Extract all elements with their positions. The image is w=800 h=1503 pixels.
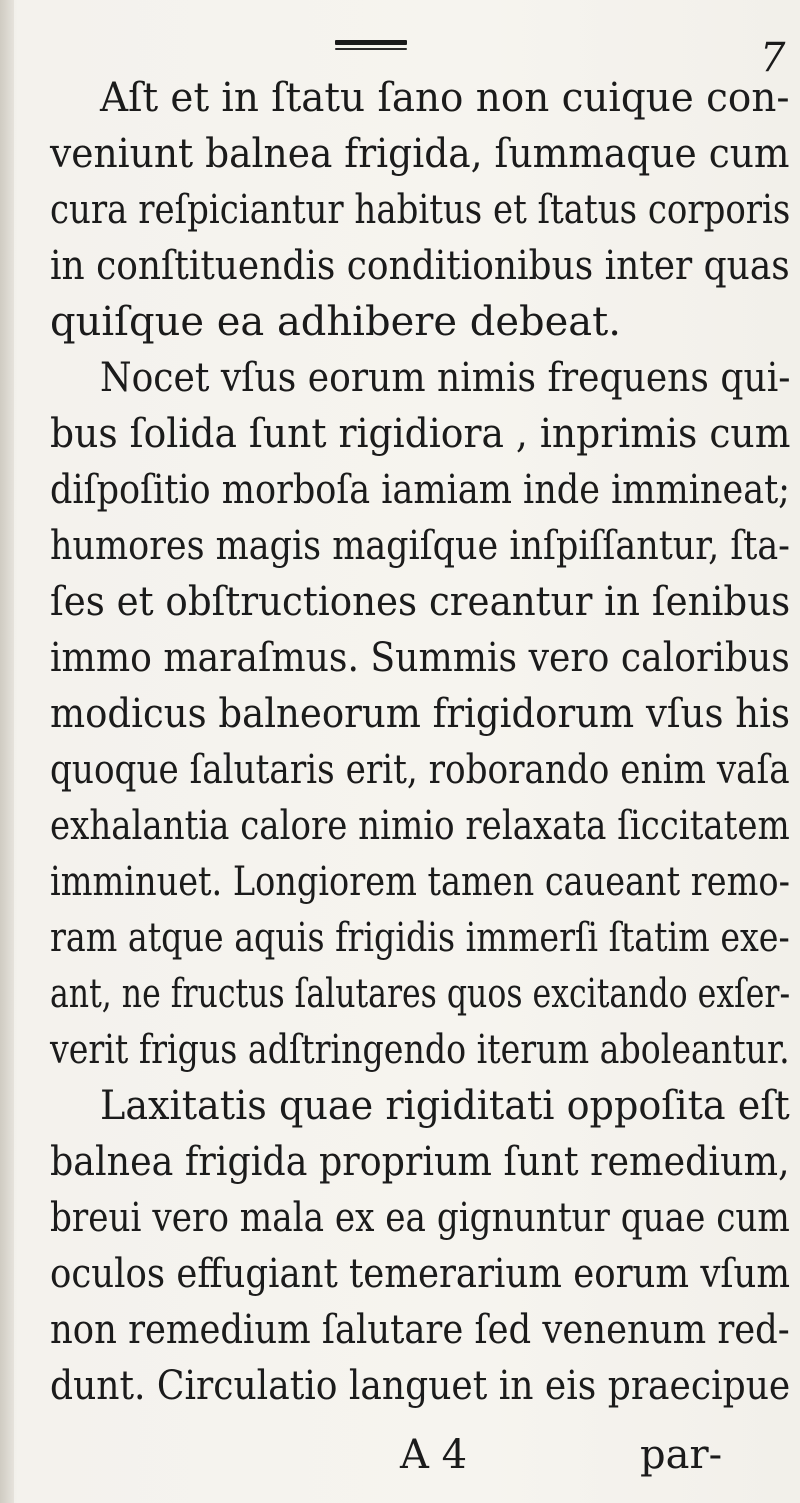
- text-line: breui vero mala ex ea gignuntur quae cum: [50, 1195, 790, 1241]
- text-line: imminuet. Longiorem tamen caueant remo-: [50, 859, 790, 905]
- text-line: humores magis magiſque inſpiſſantur, ſta-: [50, 523, 790, 569]
- text-line: immo maraſmus. Summis vero caloribus: [50, 635, 790, 681]
- header-rule: [335, 40, 407, 45]
- text-line: in conſtituendis conditionibus inter quas: [50, 243, 790, 289]
- text-line: quoque ſalutaris erit, roborando enim vaſa: [50, 747, 790, 793]
- text-line: veniunt balnea frigida, ſummaque cum: [50, 131, 790, 177]
- text-line: diſpoſitio morboſa iamiam inde immineat;: [50, 467, 790, 513]
- text-line: exhalantia calore nimio relaxata ſiccitatem: [50, 803, 790, 849]
- text-line: dunt. Circulatio languet in eis praecipue: [50, 1363, 791, 1409]
- text-line: Nocet vſus eorum nimis frequens qui-: [100, 355, 791, 401]
- text-line: oculos effugiant temerarium eorum vſum: [50, 1251, 791, 1297]
- text-line: Aſt et in ſtatu ſano non cuique con-: [100, 75, 790, 121]
- text-line: ſes et obſtructiones creantur in ſenibus: [50, 579, 791, 625]
- text-line: non remedium ſalutare ſed venenum red-: [50, 1307, 790, 1353]
- text-line: ram atque aquis frigidis immerſi ſtatim exe-: [50, 915, 790, 961]
- page-number: 7: [760, 35, 786, 81]
- catchword: par-: [640, 1432, 723, 1478]
- text-line: balnea frigida proprium ſunt remedium,: [50, 1139, 790, 1185]
- binding-gutter: [0, 0, 14, 1503]
- text-line: cura reſpiciantur habitus et ſtatus corporis: [50, 187, 791, 233]
- signature-mark: A 4: [400, 1432, 468, 1478]
- header-rule-thin: [335, 48, 407, 50]
- text-line: Laxitatis quae rigiditati oppoſita eſt: [100, 1083, 790, 1129]
- text-line: verit frigus adſtringendo iterum aboleantur.: [50, 1027, 790, 1073]
- text-line: quiſque ea adhibere debeat.: [50, 299, 621, 345]
- text-line: bus ſolida ſunt rigidiora , inprimis cum: [50, 411, 791, 457]
- text-line: ant, ne fructus ſalutares quos excitando exſer-: [50, 971, 791, 1017]
- text-line: modicus balneorum frigidorum vſus his: [50, 691, 790, 737]
